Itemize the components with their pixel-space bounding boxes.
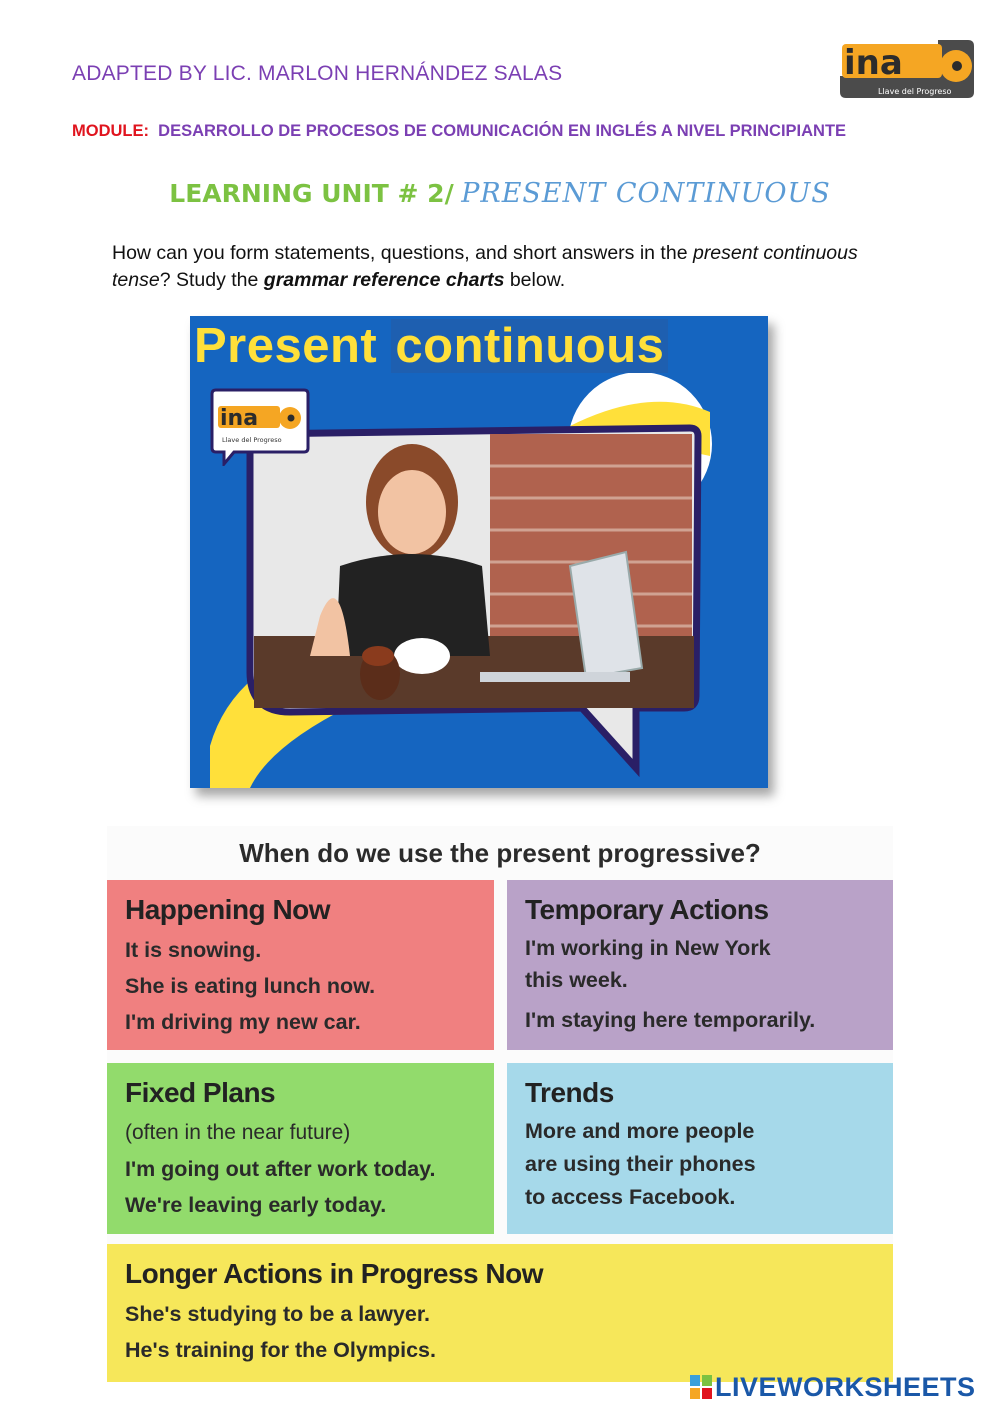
chart-title: When do we use the present progressive? [239,838,761,868]
example-line: She's studying to be a lawyer. [125,1302,431,1326]
box-longer-actions [107,1244,893,1382]
liveworksheets-icon [690,1375,712,1399]
poster-logo-text: ina [220,406,259,431]
example-line: More and more people [525,1119,755,1143]
unit-prefix: LEARNING UNIT # 2/ [169,179,454,208]
intro-paragraph: How can you form statements, questions, and short answers in the present continuous tense? Study the grammar reference charts below. [112,242,858,291]
poster-logo [210,386,310,466]
box-happening-now [107,880,494,1050]
poster-title-word1: Present [194,319,378,373]
example-line: this week. [525,968,628,992]
liveworksheets-brand[interactable] [690,1372,976,1403]
author-credit: ADAPTED BY LIC. MARLON HERNÁNDEZ SALAS [72,62,563,85]
example-line: We're leaving early today. [125,1193,387,1217]
example-line: I'm staying here temporarily. [525,1008,816,1032]
box-heading: Longer Actions in Progress Now [125,1258,544,1289]
example-line: She is eating lunch now. [125,974,376,998]
intro-strong: grammar reference charts [263,269,505,291]
usage-chart [107,826,893,1382]
liveworksheets-text: LIVEWORKSHEETS [715,1372,976,1402]
box-heading: Trends [525,1077,614,1108]
example-line: I'm driving my new car. [125,1010,361,1034]
example-line: are using their phones [525,1152,756,1176]
unit-topic: PRESENT CONTINUOUS [461,178,831,209]
box-heading: Happening Now [125,894,331,925]
example-line: I'm working in New York [525,936,771,960]
box-heading: Temporary Actions [525,894,769,925]
example-line: to access Facebook. [525,1185,736,1209]
logo-text: ina [844,43,903,83]
poster-title-word2: continuous [391,319,668,373]
box-trends [507,1063,893,1234]
box-heading: Fixed Plans [125,1077,276,1108]
present-continuous-poster [190,316,768,788]
poster-logo-tagline: Llave del Progreso [222,436,282,444]
intro-emphasis: present continuous tense [112,242,858,291]
box-temporary-actions [507,880,893,1050]
module-label: MODULE: [72,122,149,140]
ina-logo [838,36,976,100]
module-text: DESARROLLO DE PROCESOS DE COMUNICACIÓN EN INGLÉS A NIVEL PRINCIPIANTE [158,122,847,140]
example-line: I'm going out after work today. [125,1157,436,1181]
example-line: It is snowing. [125,938,262,962]
poster-title [194,318,668,374]
unit-title [0,178,1000,209]
logo-tagline: Llave del Progreso [878,87,952,96]
module-line [72,122,846,141]
box-fixed-plans [107,1063,494,1234]
example-line: He's training for the Olympics. [125,1338,436,1362]
box-note: (often in the near future) [125,1121,351,1144]
